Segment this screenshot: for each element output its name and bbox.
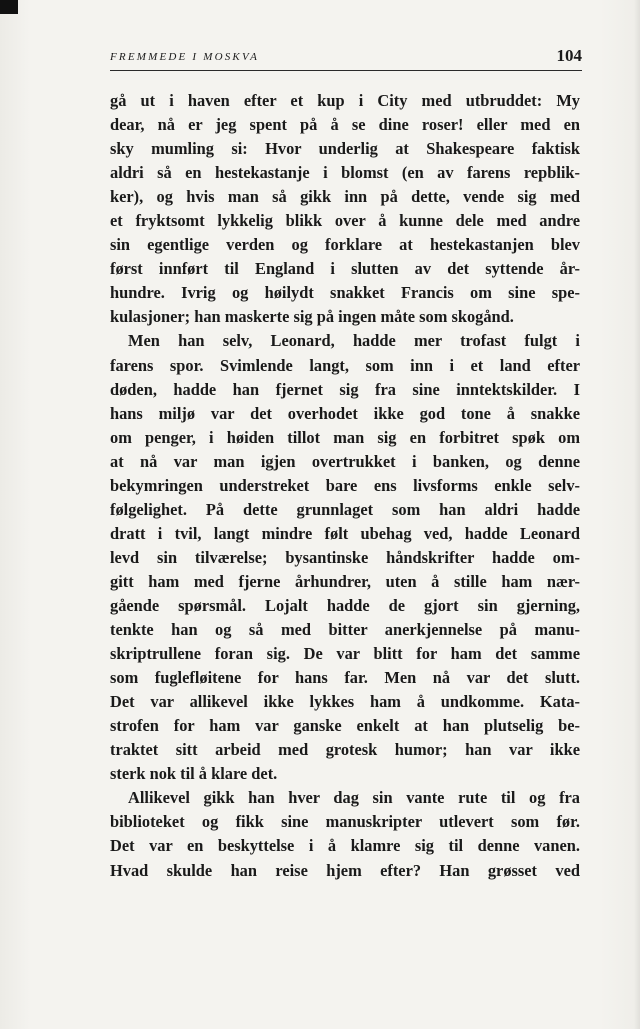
- text-line: sin egentlige verden og forklare at hestekastanjen blev: [110, 235, 580, 255]
- text-line: døden, hadde han fjernet sig fra sine inntektskilder. I: [110, 379, 580, 399]
- text-line: tenkte han og så med bitter anerkjennelse på manu-: [110, 620, 580, 640]
- text-line: hans miljø var det overhodet ikke god tone å snakke: [110, 403, 580, 423]
- text-line: strofen for ham var ganske enkelt at han plutselig be-: [110, 716, 580, 736]
- text-line: biblioteket og fikk sine manuskripter utlevert som før.: [110, 812, 580, 832]
- text-line: aldri så en hestekastanje i blomst (en av farens repblik-: [110, 163, 580, 183]
- body-text: [110, 89, 580, 883]
- text-line: sterk nok til å klare det.: [110, 764, 278, 784]
- text-line: Allikevel gikk han hver dag sin vante rute til og fra: [128, 788, 580, 808]
- text-line: som fuglefløitene for hans far. Men nå var det slutt.: [110, 668, 580, 688]
- scan-corner-mark: [0, 0, 18, 14]
- text-line: gå ut i haven efter et kup i City med utbruddet: My: [110, 91, 580, 110]
- page-edge-shadow: [634, 0, 640, 1029]
- text-line: Det var en beskyttelse i å klamre sig til denne vanen.: [110, 836, 580, 856]
- text-line: kulasjoner; han maskerte sig på ingen måte som skogånd.: [110, 307, 514, 327]
- text-line: skriptrullene foran sig. De var blitt for ham det samme: [110, 644, 580, 664]
- text-line: traktet sitt arbeid med grotesk humor; han var ikke: [110, 740, 580, 760]
- text-line: følgelighet. På dette grunnlaget som han aldri hadde: [110, 499, 580, 519]
- text-line: farens spor. Svimlende langt, som inn i et land efter: [110, 355, 580, 375]
- running-title: FREMMEDE I MOSKVA: [110, 51, 259, 63]
- text-line: gående spørsmål. Lojalt hadde de gjort sin gjerning,: [110, 595, 580, 615]
- text-line: om penger, i høiden tillot man sig en forbitret spøk om: [110, 427, 580, 447]
- text-line: at nå var man igjen overtrukket i banken, og denne: [110, 451, 580, 471]
- text-line: dratt i tvil, langt mindre følt ubehag ved, hadde Leonard: [110, 523, 580, 543]
- text-line: gitt ham med fjerne århundrer, uten å stille ham nær-: [110, 571, 580, 591]
- text-line: hundre. Ivrig og høilydt snakket Francis om sine spe-: [110, 283, 580, 303]
- text-line: Det var allikevel ikke lykkes ham å undkomme. Kata-: [110, 692, 580, 712]
- text-line: først innført til England i slutten av det syttende år-: [110, 259, 580, 279]
- page-number: 104: [556, 46, 582, 65]
- text-line: Men han selv, Leonard, hadde mer trofast fulgt i: [128, 331, 580, 351]
- running-head: [110, 46, 582, 71]
- text-line: bekymringen understreket bare ens livsforms enkle selv-: [110, 475, 580, 495]
- text-line: dear, nå er jeg spent på å se dine roser! eller med en: [110, 115, 580, 135]
- text-line: ker), og hvis man så gikk inn på dette, vende sig med: [110, 187, 580, 207]
- text-line: levd sin tilværelse; bysantinske håndskrifter hadde om-: [110, 547, 580, 567]
- text-line: Hvad skulde han reise hjem efter? Han grøsset ved: [110, 860, 580, 880]
- text-line: et fryktsomt lykkelig blikk over å kunne dele med andre: [110, 211, 580, 231]
- text-line: sky mumling si: Hvor underlig at Shakespeare faktisk: [110, 139, 580, 159]
